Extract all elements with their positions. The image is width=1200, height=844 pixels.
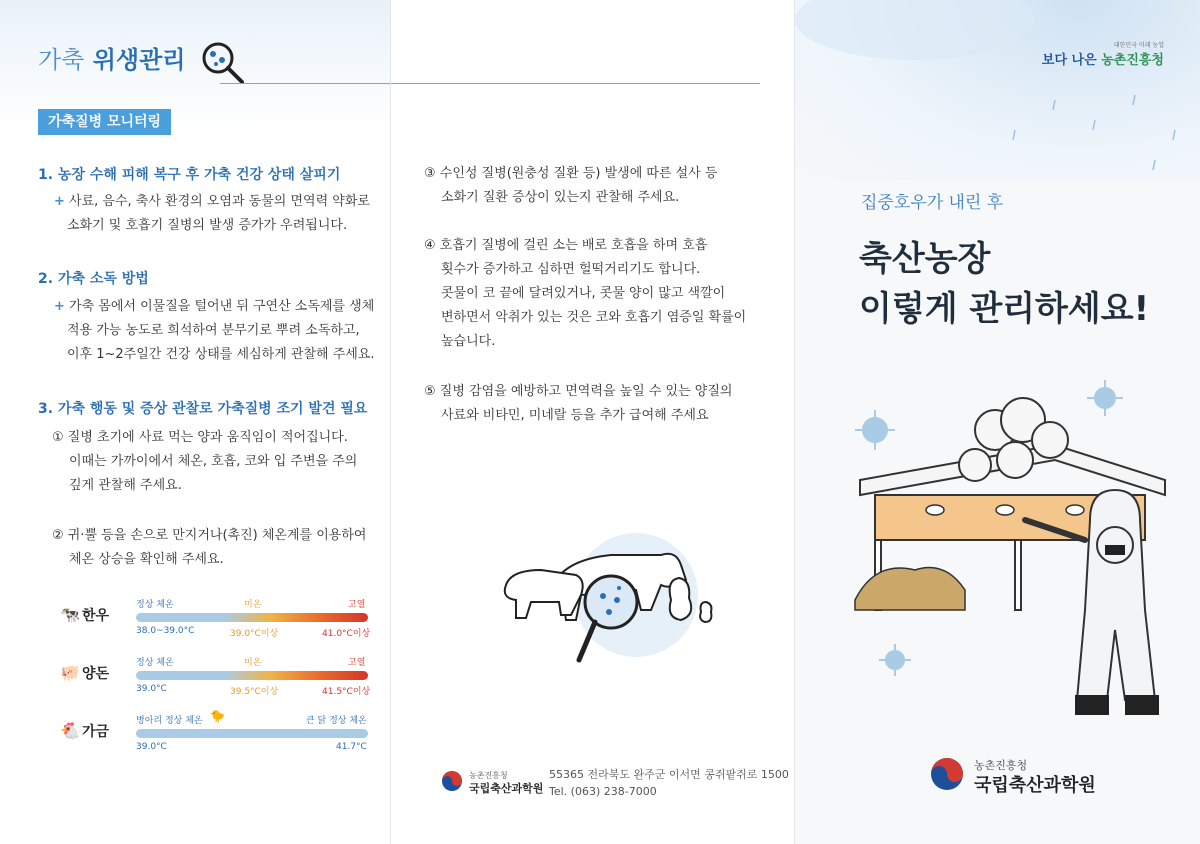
item-5: ⑤ 질병 감염을 예방하고 면역력을 높일 수 있는 양질의 사료와 비타민, 미네랄 등을 추가 급여해 주세요 — [424, 384, 733, 423]
mid-label: 미온 — [244, 600, 262, 610]
temp-bar — [136, 613, 368, 622]
normal-value: 38.0~39.0°C — [136, 626, 195, 636]
chicken-icon: 🐔 — [60, 721, 80, 740]
org-small-label: 농촌진흥청 — [469, 771, 508, 780]
normal-label: 병아리 정상 체온 — [136, 716, 203, 726]
item-2: ② 귀·뿔 등을 손으로 만지거나(촉진) 체온계를 이용하여 체온 상승을 확인해 주세요. — [52, 528, 367, 567]
panel-middle — [390, 0, 795, 844]
org-small-label: 농촌진흥청 — [974, 759, 1028, 772]
pig-icon: 🐖 — [60, 663, 80, 682]
animal-label: 한우 — [82, 608, 110, 624]
brand-logo — [1042, 40, 1164, 68]
magnifier-virus-icon — [198, 38, 246, 86]
plus-icon: + — [54, 194, 65, 209]
plus-icon: + — [54, 299, 65, 314]
normal-value: 39.0°C — [136, 742, 167, 752]
taegeuk-logo-icon — [441, 770, 463, 792]
subsection-tag: 가축질병 모니터링 — [38, 109, 171, 135]
high-label: 큰 닭 정상 체온 — [306, 716, 367, 726]
cover-headline: 축산농장 이렇게 관리하세요! — [859, 239, 1150, 329]
heading-2: 2. 가축 소독 방법 — [38, 271, 149, 287]
animal-label: 가금 — [82, 724, 110, 740]
rain-decoration — [795, 0, 1200, 180]
high-value: 41.7°C — [336, 742, 367, 752]
telephone: Tel. (063) 238-7000 — [549, 785, 657, 798]
high-value: 41.0°C이상 — [322, 629, 371, 639]
taegeuk-logo-icon — [930, 757, 964, 791]
section-title — [38, 40, 185, 75]
temp-row-pig — [60, 651, 380, 701]
section-title-b: 위생관리 — [92, 46, 186, 74]
normal-value: 39.0°C — [136, 684, 167, 694]
normal-label: 정상 체온 — [136, 658, 174, 668]
temp-row-cattle — [60, 593, 380, 643]
address: 55365 전라북도 완주군 이서면 콩쥐팥쥐로 1500 — [549, 768, 789, 781]
item-1: ① 질병 초기에 사료 먹는 양과 움직임이 적어집니다. 이때는 가까이에서 체온, 호흡, 코와 입 주변을 주의 깊게 관찰해 주세요. — [52, 430, 358, 493]
panel-left — [0, 0, 390, 844]
section-title-a: 가축 — [38, 46, 85, 74]
item-4: ④ 호흡기 질병에 걸린 소는 배로 호흡을 하며 호흡 횟수가 증가하고 심하면 헐떡거리기도 합니다. 콧물이 코 끝에 달려있거나, 콧물 양이 많고 색깔이 변하면서 악취가 있는 것은 코와 호흡기 염증일 확률이 높습니다. — [424, 238, 747, 349]
panel-cover — [795, 0, 1200, 844]
paragraph-1: + 사료, 음수, 축사 환경의 오염과 동물의 면역력 약화로 소화기 및 호흡기 질병의 발생 증가가 우려됩니다. — [54, 194, 370, 233]
farm-disinfection-illustration — [845, 370, 1200, 740]
chick-icon: 🐤 — [210, 709, 225, 723]
cover-kicker: 집중호우가 내린 후 — [861, 193, 1004, 213]
brand-tagline: 대한민국 미래 농업 — [1113, 42, 1164, 49]
animal-label: 양돈 — [82, 666, 110, 682]
high-label: 고열 — [348, 600, 366, 610]
high-label: 고열 — [348, 658, 366, 668]
mid-label: 미온 — [244, 658, 262, 668]
high-value: 41.5°C이상 — [322, 687, 371, 697]
paragraph-2: + 가축 몸에서 이물질을 털어낸 뒤 구연산 소독제를 생체 적용 가능 농도로 희석하여 분무기로 뿌려 소독하고, 이후 1~2주일간 건강 상태를 세심하게 관찰해 주세요. — [54, 299, 375, 362]
livestock-illustration — [491, 520, 731, 670]
brand-text-a: 보다 나은 — [1041, 53, 1097, 68]
cow-icon: 🐄 — [60, 605, 80, 624]
normal-label: 정상 체온 — [136, 600, 174, 610]
item-3: ③ 수인성 질병(원충성 질환 등) 발생에 따른 설사 등 소화기 질환 증상이 있는지 관찰해 주세요. — [424, 166, 718, 205]
org-name: 국립축산과학원 — [974, 775, 1096, 796]
heading-3: 3. 가축 행동 및 증상 관찰로 가축질병 조기 발견 필요 — [38, 401, 368, 417]
temp-row-poultry — [60, 709, 380, 759]
brand-text-b: 농촌진흥청 — [1101, 53, 1164, 68]
org-name: 국립축산과학원 — [469, 782, 544, 795]
temp-bar — [136, 729, 368, 738]
mid-value: 39.5°C이상 — [230, 687, 279, 697]
contact-info — [549, 766, 789, 800]
heading-1: 1. 농장 수해 피해 복구 후 가축 건강 상태 살피기 — [38, 167, 341, 183]
temp-bar — [136, 671, 368, 680]
mid-value: 39.0°C이상 — [230, 629, 279, 639]
